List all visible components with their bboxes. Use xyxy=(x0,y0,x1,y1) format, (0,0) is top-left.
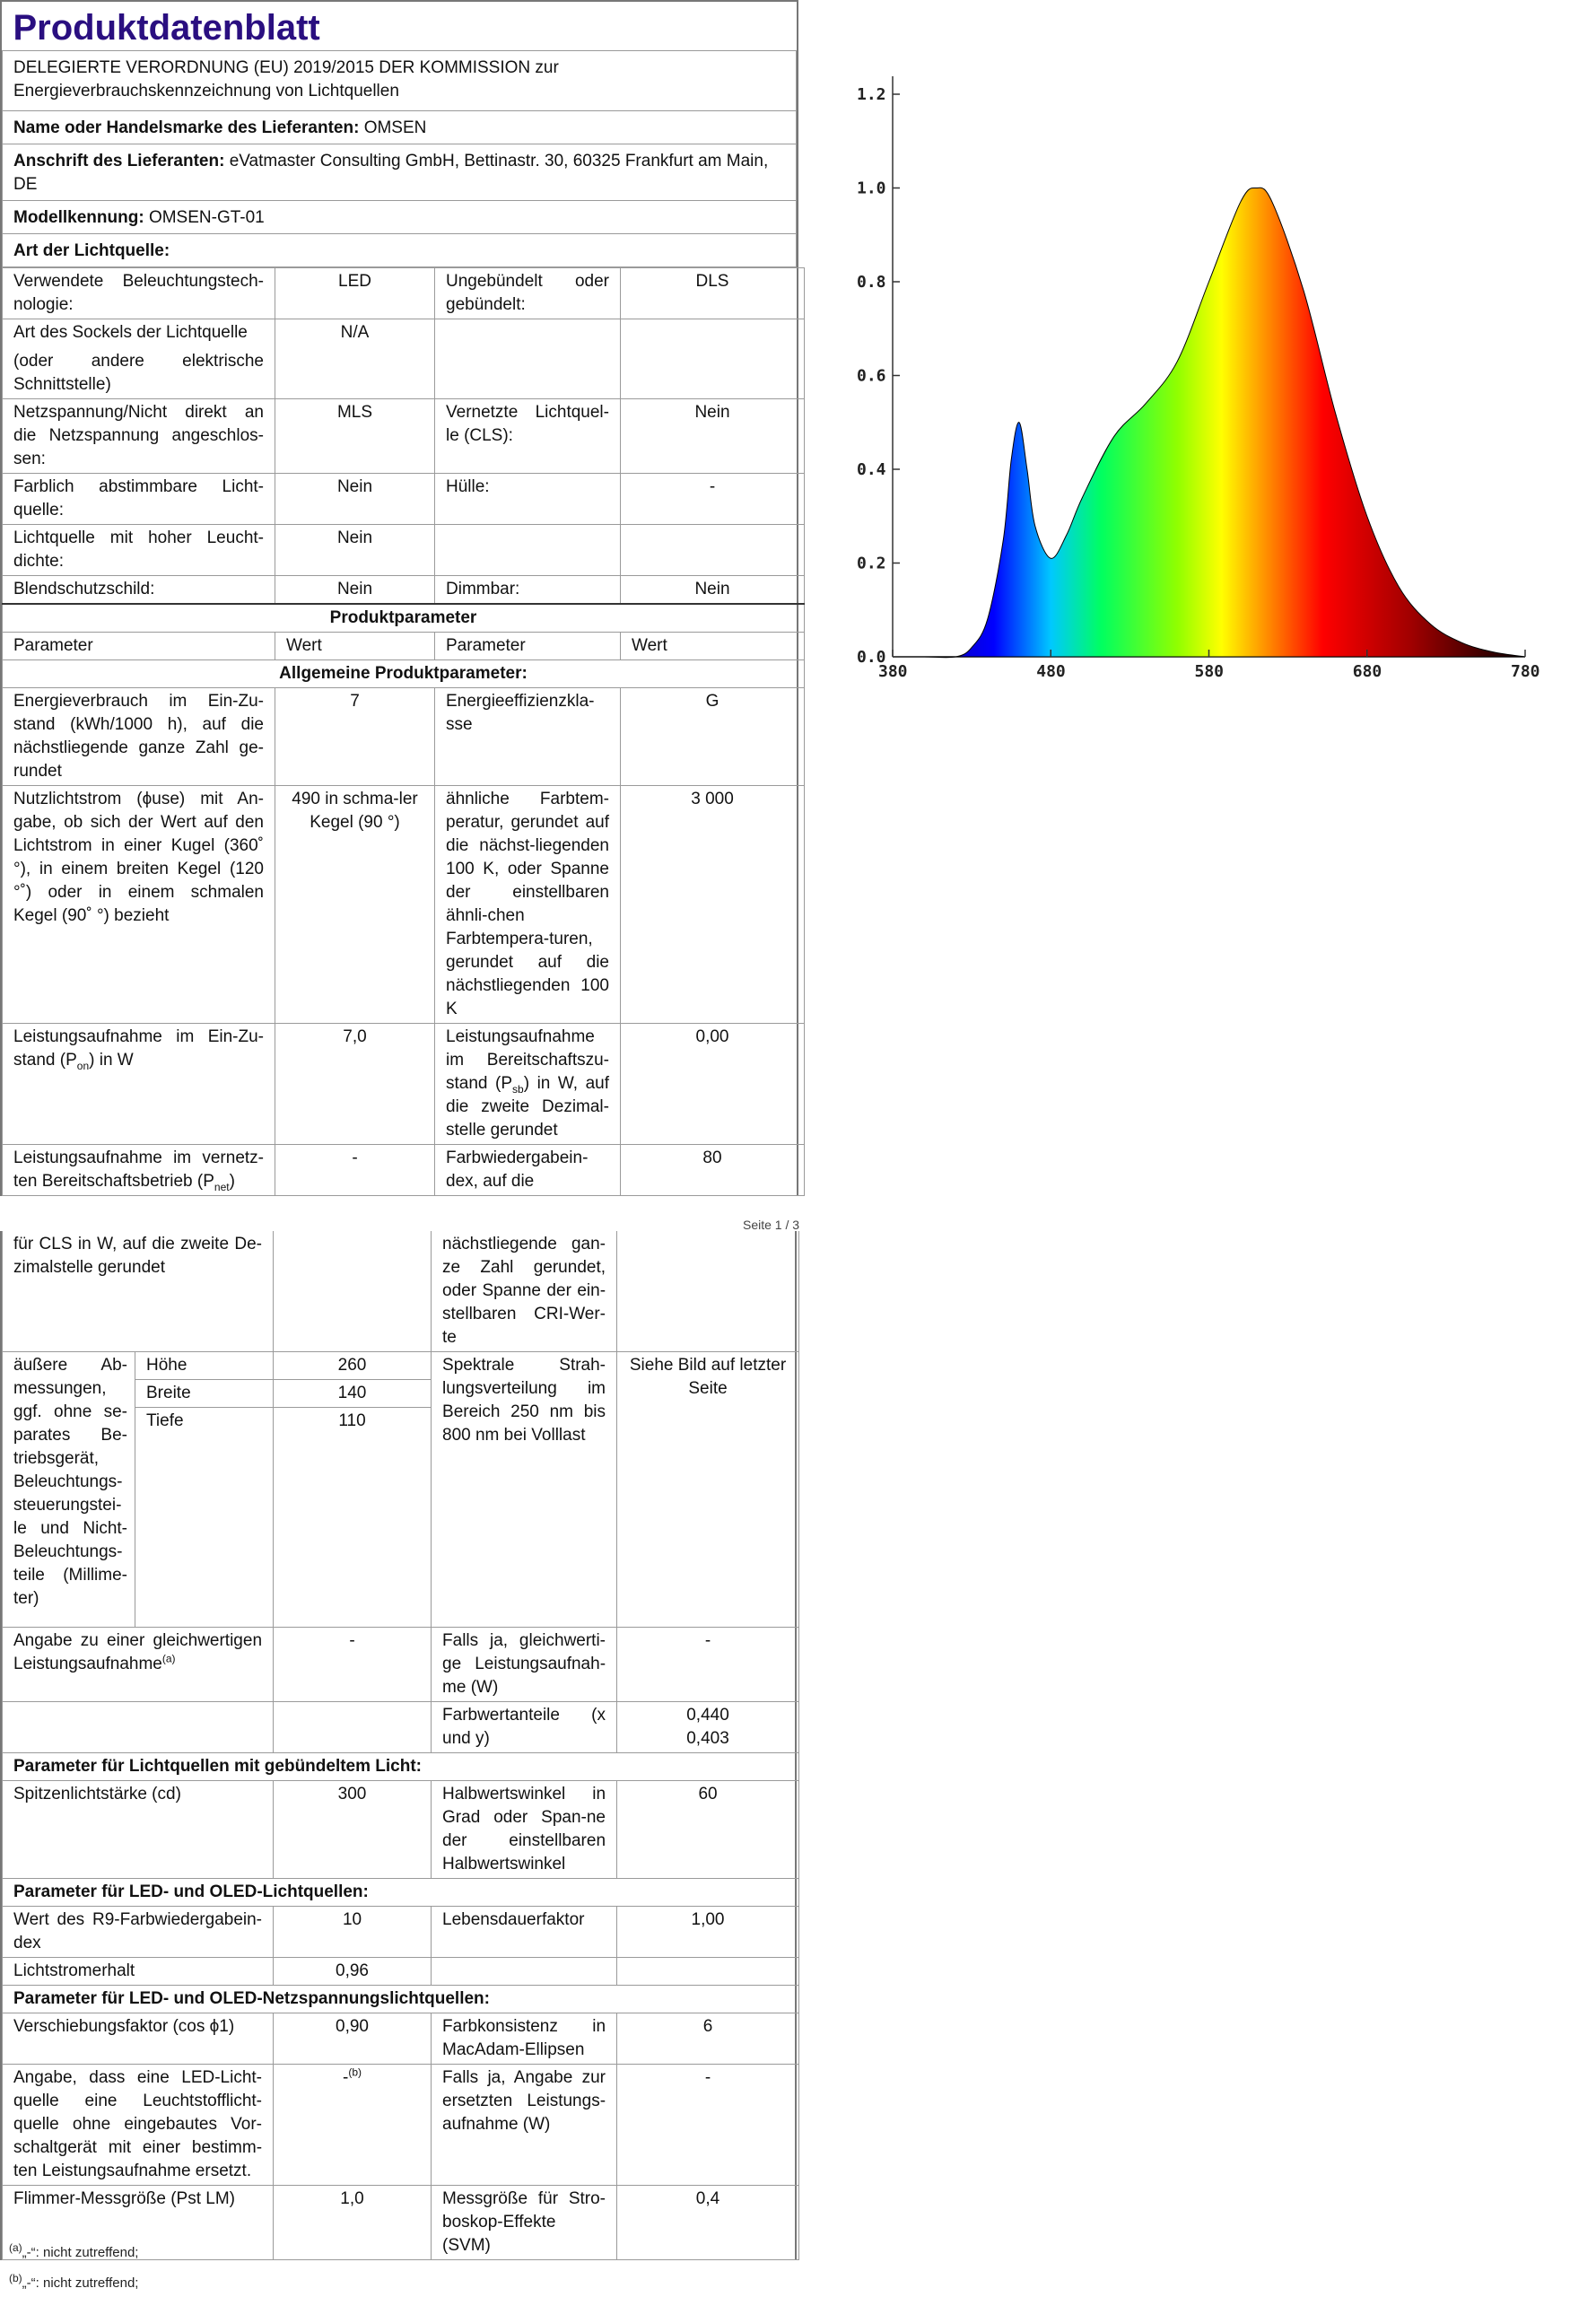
table-row xyxy=(3,399,805,474)
subscript: net xyxy=(214,1180,230,1193)
cell: Lichtstromerhalt xyxy=(3,1958,274,1986)
table-header-row xyxy=(3,633,805,660)
cell xyxy=(435,319,621,399)
cell: Verwendete Beleuchtungstech-nologie: xyxy=(3,268,275,319)
height-label: Höhe xyxy=(135,1352,274,1380)
cell: Vernetzte Lichtquel-le (CLS): xyxy=(435,399,621,474)
cell: Siehe Bild auf letzter Seite xyxy=(617,1352,799,1628)
cell xyxy=(621,319,805,399)
cell xyxy=(274,2065,432,2186)
table-row xyxy=(3,268,805,319)
width-value: 140 xyxy=(274,1380,432,1408)
cell: Nein xyxy=(621,399,805,474)
cell-text: Angabe zu einer gleichwertigen Leistungsaufnahme xyxy=(13,1631,263,1673)
address-value: eVatmaster Consulting GmbH, Bettinastr. 30, 60325 Frankfurt am Main, DE xyxy=(13,152,769,194)
spectrum-area xyxy=(893,188,1525,658)
cell: - xyxy=(274,1628,432,1702)
x-tick-label: 380 xyxy=(878,662,908,681)
y-value: 0,403 xyxy=(686,1729,729,1748)
table-row xyxy=(3,1958,799,1986)
address-row xyxy=(3,144,797,201)
table-row xyxy=(3,1628,799,1702)
cell: 0,96 xyxy=(274,1958,432,1986)
cell: Spitzenlichtstärke (cd) xyxy=(3,1781,274,1879)
cell: Farbkonsistenz in MacAdam-Ellipsen xyxy=(432,2013,617,2065)
cell: Lebensdauerfaktor xyxy=(432,1907,617,1958)
model-label: Modellkennung: xyxy=(13,208,144,227)
footnote-mark: (b) xyxy=(9,2272,22,2284)
cell xyxy=(3,319,275,399)
cell: N/A xyxy=(275,319,435,399)
cell: Nein xyxy=(621,576,805,605)
cell: Wert des R9-Farbwiedergabein-dex xyxy=(3,1907,274,1958)
cell: Energieverbrauch im Ein-Zu-stand (kWh/1000 h), auf die nächstliegende ganze Zahl ge-rundet xyxy=(3,688,275,786)
cell xyxy=(617,1231,799,1352)
led-heading: Parameter für LED- und OLED-Lichtquellen: xyxy=(3,1879,799,1907)
cell: 60 xyxy=(617,1781,799,1879)
cell: Nutzlichtstrom (ϕuse) mit An-gabe, ob sich der Wert auf den Lichtstrom in einer Kugel (360˚ °), in einem breiten Kegel (120 °˚) oder in einem schmalen Kegel (90˚ °) bezieht xyxy=(3,786,275,1024)
mains-heading: Parameter für LED- und OLED-Netzspannungslichtquellen: xyxy=(3,1986,799,2013)
y-tick-label: 0.8 xyxy=(857,273,886,292)
cell: 10 xyxy=(274,1907,432,1958)
model-row xyxy=(3,201,797,234)
cell: Energieeffizienzkla-sse xyxy=(435,688,621,786)
cell xyxy=(3,1024,275,1145)
depth-label: Tiefe xyxy=(135,1408,274,1628)
subscript: on xyxy=(76,1059,90,1072)
cell: Lichtquelle mit hoher Leucht-dichte: xyxy=(3,525,275,576)
section-row xyxy=(3,1879,799,1907)
supplier-row xyxy=(3,111,797,144)
y-tick-label: 1.0 xyxy=(857,179,886,198)
table-row xyxy=(3,525,805,576)
table-row xyxy=(3,1024,805,1145)
table-row xyxy=(3,2065,799,2186)
page-title: Produktdatenblatt xyxy=(13,8,320,48)
footnote-mark: (a) xyxy=(9,2241,22,2254)
cell-text: ) in W, auf die zweite Dezimal-stelle gerundet xyxy=(446,1074,609,1140)
cell: ähnliche Farbtem-peratur, gerundet auf die nächst-liegenden 100 K, oder Spanne der einstellbaren ähnli-chen Farbtempera-turen, gerundet auf die nächstliegenden 100 K xyxy=(435,786,621,1024)
cell: - xyxy=(621,474,805,525)
y-tick-label: 0.2 xyxy=(857,554,886,573)
table-row xyxy=(3,319,805,399)
y-tick-label: 0.0 xyxy=(857,648,886,667)
cell-text: ) in W xyxy=(89,1051,134,1070)
cell: 1,00 xyxy=(617,1907,799,1958)
cell: 80 xyxy=(621,1145,805,1196)
cell: 6 xyxy=(617,2013,799,2065)
product-params-heading: Produktparameter xyxy=(3,604,805,633)
cell: Falls ja, Angabe zur ersetzten Leistungs-aufnahme (W) xyxy=(432,2065,617,2186)
cell xyxy=(621,525,805,576)
section-row xyxy=(3,604,805,633)
subscript: sb xyxy=(512,1082,524,1096)
cell xyxy=(3,1145,275,1196)
y-tick-label: 0.6 xyxy=(857,366,886,386)
cell: 1,0 xyxy=(274,2186,432,2260)
width-label: Breite xyxy=(135,1380,274,1408)
cell xyxy=(435,525,621,576)
cell: DLS xyxy=(621,268,805,319)
y-tick-label: 1.2 xyxy=(857,85,886,104)
cell: 3 000 xyxy=(621,786,805,1024)
x-tick-label: 680 xyxy=(1352,662,1382,681)
main-table-2 xyxy=(2,1231,799,2260)
cell-text: Leistungsaufnahme im Ein-Zu-stand (P xyxy=(13,1027,264,1070)
footnote-b xyxy=(9,2272,139,2292)
header-cell: Wert xyxy=(621,633,805,660)
cell: MLS xyxy=(275,399,435,474)
cell: Verschiebungsfaktor (cos ϕ1) xyxy=(3,2013,274,2065)
cell xyxy=(3,1702,274,1753)
x-tick-label: 780 xyxy=(1511,662,1540,681)
cell xyxy=(274,1231,432,1352)
depth-value: 110 xyxy=(274,1408,432,1628)
cell: Halbwertswinkel in Grad oder Span-ne der einstellbaren Halbwertswinkel xyxy=(432,1781,617,1879)
x-value: 0,440 xyxy=(686,1706,729,1725)
cell: 490 in schma-ler Kegel (90 °) xyxy=(275,786,435,1024)
cell xyxy=(274,1702,432,1753)
model-value: OMSEN-GT-01 xyxy=(148,208,265,227)
cell: 7,0 xyxy=(275,1024,435,1145)
table-row xyxy=(3,1702,799,1753)
header-table xyxy=(2,2,797,267)
header-cell: Wert xyxy=(275,633,435,660)
cell: Ungebündelt oder gebündelt: xyxy=(435,268,621,319)
cell: Blendschutzschild: xyxy=(3,576,275,605)
address-label: Anschrift des Lieferanten: xyxy=(13,152,225,170)
regulation-text: DELEGIERTE VERORDNUNG (EU) 2019/2015 DER KOMMISSION zur Energieverbrauchskennzeichnung von Lichtquellen xyxy=(3,51,797,111)
cell: Farblich abstimmbare Licht-quelle: xyxy=(3,474,275,525)
cell-text: Leistungsaufnahme im Bereitschaftszu-stand (P xyxy=(446,1027,609,1093)
cell: Angabe, dass eine LED-Licht-quelle eine Leuchtstofflicht-quelle ohne eingebautes Vor-schaltgerät mit einer bestimm-ten Leistungsaufnahme ersetzt. xyxy=(3,2065,274,2186)
cell: Falls ja, gleichwerti-ge Leistungsaufnah-me (W) xyxy=(432,1628,617,1702)
cell: LED xyxy=(275,268,435,319)
cell: 7 xyxy=(275,688,435,786)
cell: Farbwiedergabein-dex, auf die xyxy=(435,1145,621,1196)
section-row xyxy=(3,1753,799,1781)
table-row xyxy=(3,1907,799,1958)
cell: 0,4 xyxy=(617,2186,799,2260)
main-table-1 xyxy=(2,267,805,1196)
x-tick-label: 480 xyxy=(1036,662,1066,681)
cell: Flimmer-Messgröße (Pst LM) xyxy=(3,2186,274,2260)
supplier-label: Name oder Handelsmarke des Lieferanten: xyxy=(13,118,360,137)
table-row xyxy=(3,2013,799,2065)
footnote-text: „-“: nicht zutreffend; xyxy=(22,2245,139,2260)
table-row xyxy=(3,1145,805,1196)
footnote-text: „-“: nicht zutreffend; xyxy=(22,2275,139,2291)
table-row xyxy=(3,1781,799,1879)
header-cell: Parameter xyxy=(3,633,275,660)
cell-text: - xyxy=(343,2068,349,2087)
cell: Spektrale Strah-lungsverteilung im Bereich 250 nm bis 800 nm bei Volllast xyxy=(432,1352,617,1628)
height-value: 260 xyxy=(274,1352,432,1380)
datasheet-page-1 xyxy=(0,0,798,1196)
cell: Farbwertanteile (x und y) xyxy=(432,1702,617,1753)
cell: Nein xyxy=(275,525,435,576)
directional-heading: Parameter für Lichtquellen mit gebündeltem Licht: xyxy=(3,1753,799,1781)
page-number: Seite 1 / 3 xyxy=(743,1218,800,1232)
cell: G xyxy=(621,688,805,786)
table-row xyxy=(3,688,805,786)
datasheet-page-2 xyxy=(0,1231,797,2260)
cell: 300 xyxy=(274,1781,432,1879)
cell xyxy=(432,1958,617,1986)
cell-line: Art des Sockels der Lichtquelle xyxy=(13,323,248,342)
footnote-a xyxy=(9,2241,139,2261)
cell: für CLS in W, auf die zweite De-zimalstelle gerundet xyxy=(3,1231,274,1352)
cell: Messgröße für Stro-boskop-Effekte (SVM) xyxy=(432,2186,617,2260)
cell-text: Leistungsaufnahme im vernetz-ten Bereitschaftsbetrieb (P xyxy=(13,1148,264,1191)
cell xyxy=(3,1628,274,1702)
y-tick-label: 0.4 xyxy=(857,460,886,479)
cell: Netzspannung/Nicht direkt an die Netzspannung angeschlos-sen: xyxy=(3,399,275,474)
table-row xyxy=(3,576,805,605)
table-row xyxy=(3,1231,799,1352)
spectrum-chart xyxy=(825,54,1543,700)
table-row xyxy=(3,786,805,1024)
general-params-heading: Allgemeine Produktparameter: xyxy=(3,660,805,688)
light-type-heading: Art der Lichtquelle: xyxy=(3,234,797,267)
footnote-ref: (b) xyxy=(348,2066,362,2079)
x-tick-label: 580 xyxy=(1194,662,1225,681)
cell xyxy=(435,1024,621,1145)
cell: - xyxy=(275,1145,435,1196)
cell: - xyxy=(617,1628,799,1702)
section-row xyxy=(3,660,805,688)
cell: Dimmbar: xyxy=(435,576,621,605)
table-row xyxy=(3,1352,799,1380)
cell xyxy=(617,1702,799,1753)
cell: 0,90 xyxy=(274,2013,432,2065)
cell: 0,00 xyxy=(621,1024,805,1145)
section-row xyxy=(3,1986,799,2013)
cell xyxy=(617,1958,799,1986)
table-row xyxy=(3,474,805,525)
footnote-ref: (a) xyxy=(161,1652,176,1665)
cell: Hülle: xyxy=(435,474,621,525)
cell: Nein xyxy=(275,576,435,605)
cell: nächstliegende gan-ze Zahl gerundet, oder Spanne der ein-stellbaren CRI-Wer-te xyxy=(432,1231,617,1352)
header-cell: Parameter xyxy=(435,633,621,660)
cell: - xyxy=(617,2065,799,2186)
cell: Nein xyxy=(275,474,435,525)
cell-line: (oder andere elektrische Schnittstelle) xyxy=(13,352,264,394)
cell-text: ) xyxy=(229,1172,235,1191)
supplier-value: OMSEN xyxy=(363,118,427,137)
dimensions-label: äußere Ab-messungen, ggf. ohne se-parates Be-triebsgerät, Beleuchtungs-steuerungstei-le und Nicht-Beleuchtungs-teile (Millime-ter) xyxy=(3,1352,135,1628)
